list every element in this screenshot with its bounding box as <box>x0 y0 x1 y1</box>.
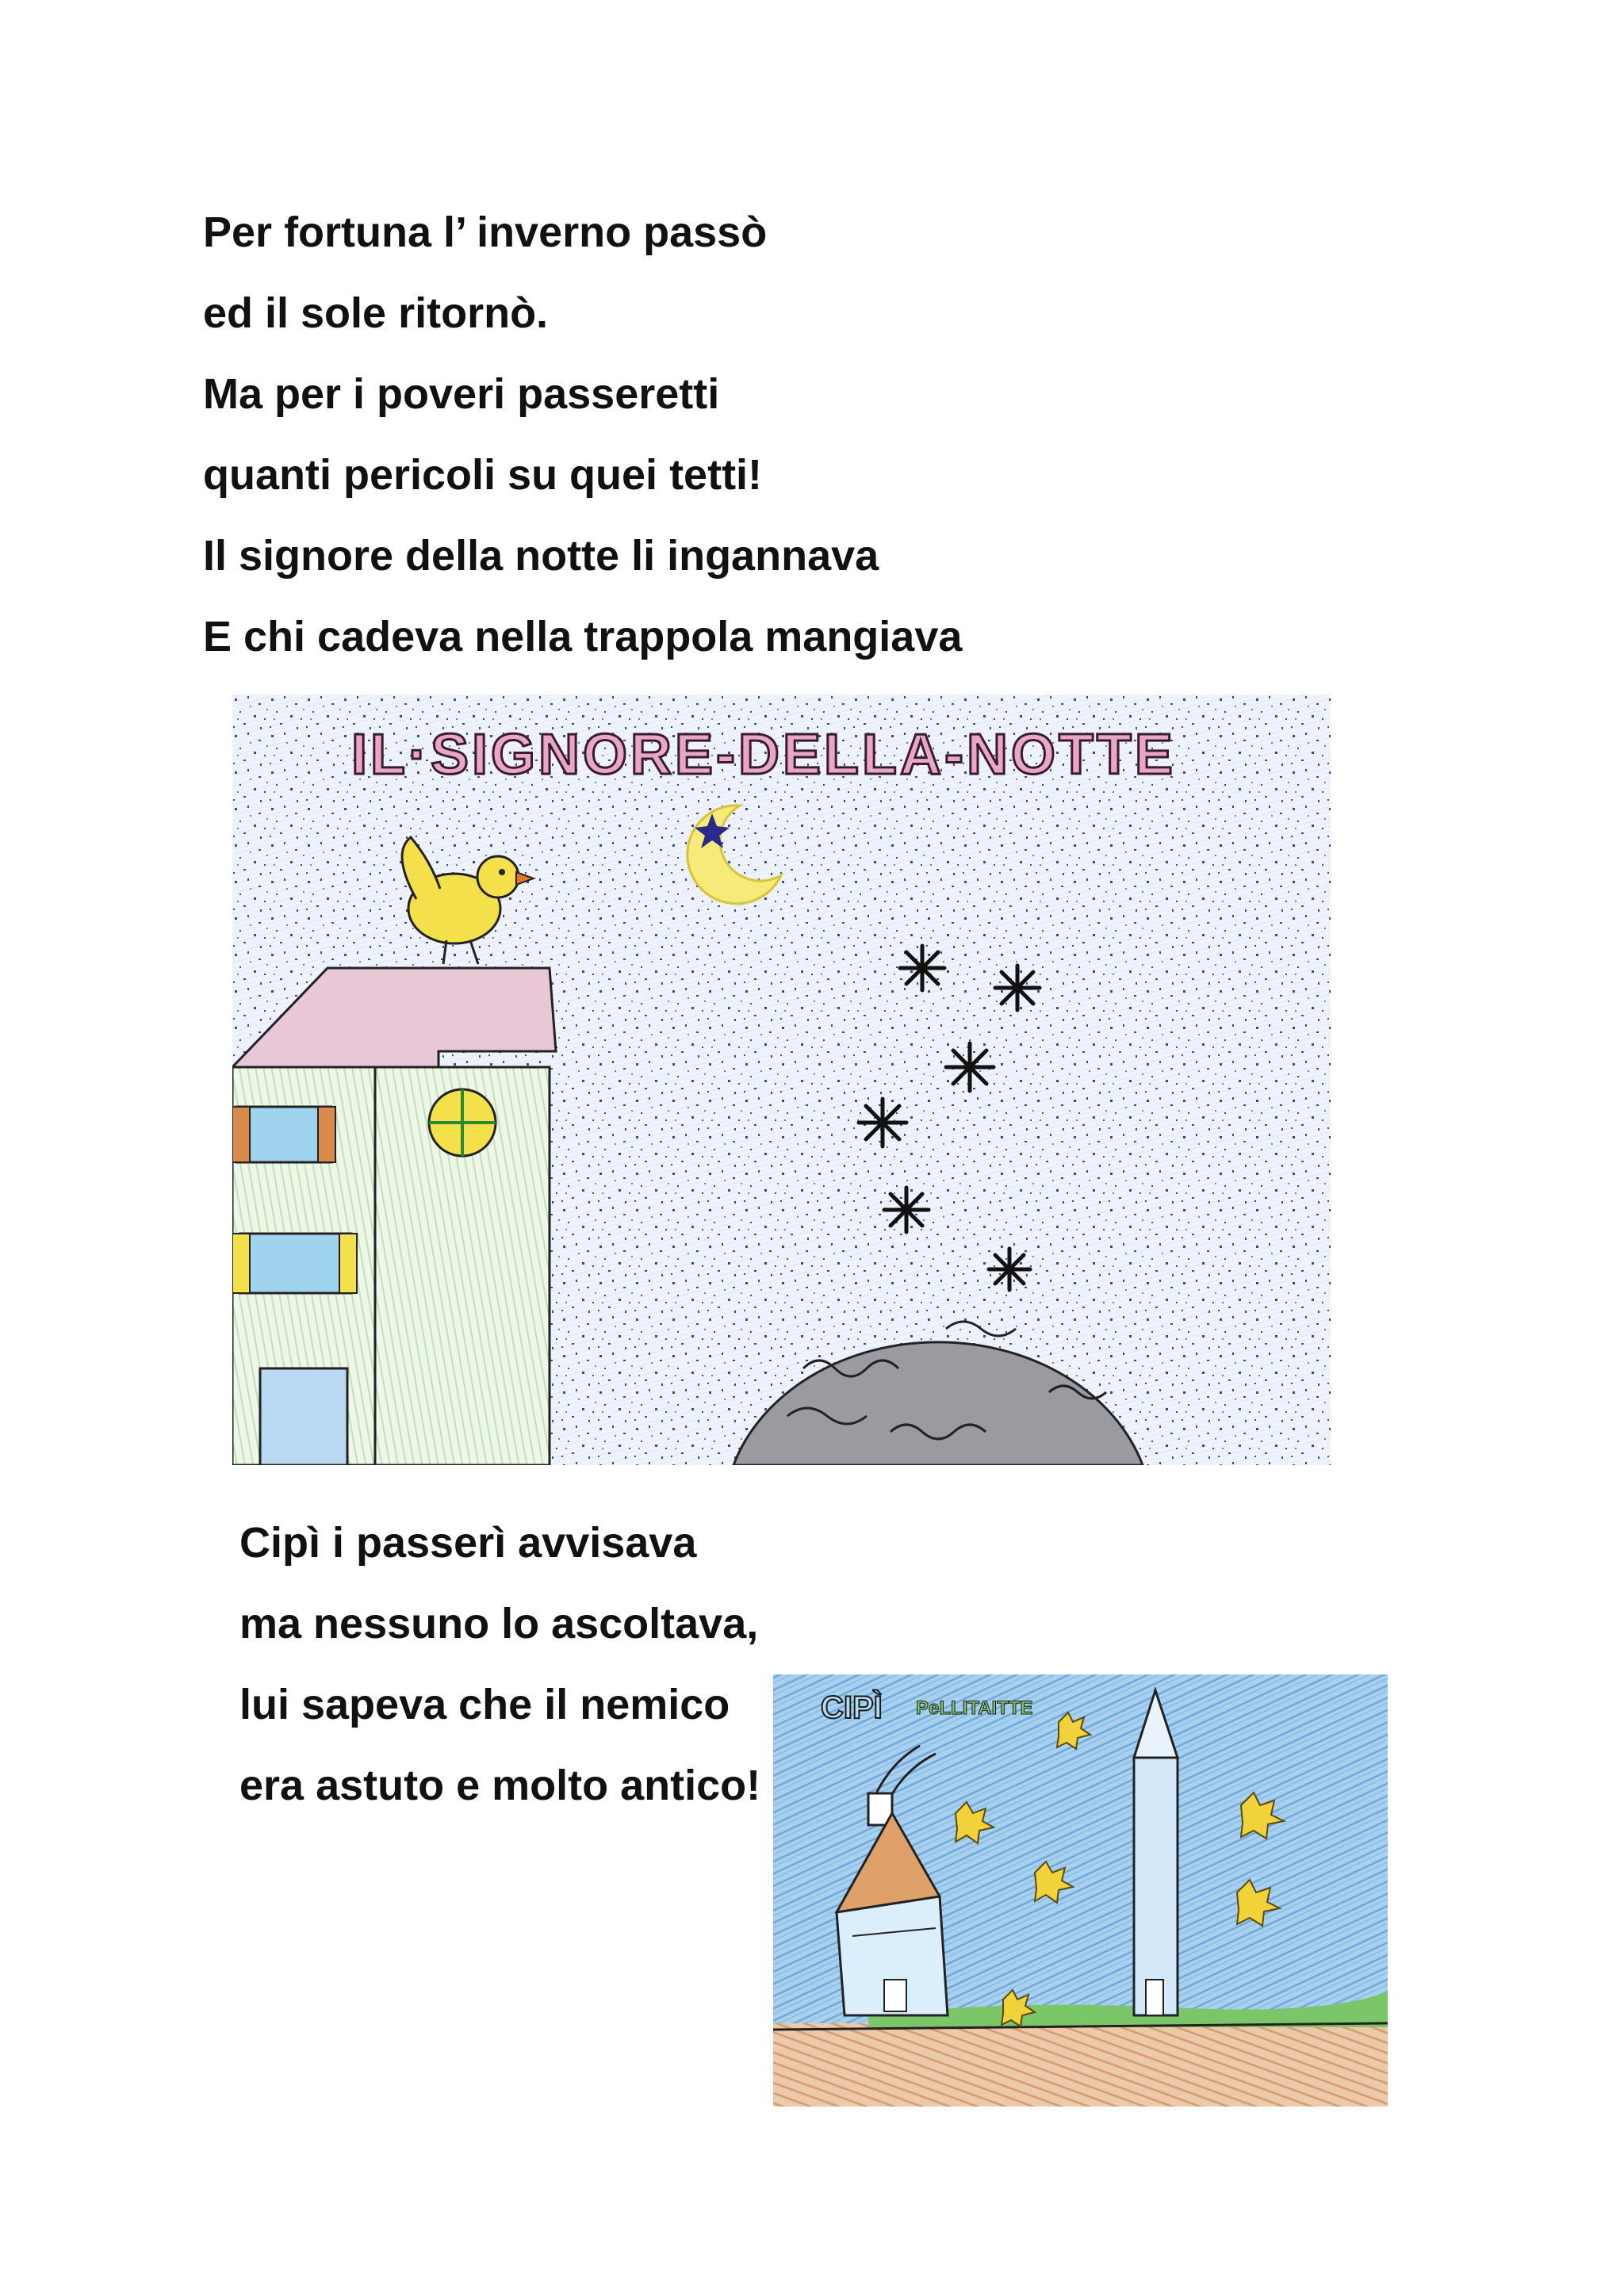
drawing-title-word: PeLLITAITTE <box>916 1697 1033 1719</box>
cipi-city-drawing <box>773 1674 1388 2107</box>
tower-icon <box>1134 1690 1178 2015</box>
poem-line: ed il sole ritornò. <box>203 289 549 337</box>
poem-line: Ma per i poveri passeretti <box>203 370 720 418</box>
night-lord-drawing <box>232 695 1331 1465</box>
poem-line: era astuto e molto antico! <box>239 1762 761 1809</box>
house-icon <box>232 968 556 1465</box>
drawing-title-cipi: CIPÌ <box>821 1690 883 1725</box>
drawing-title: IL·SIGNORE-DELLA-NOTTE <box>351 723 1176 786</box>
ground <box>773 2023 1388 2107</box>
poem-line: lui sapeva che il nemico <box>239 1681 730 1728</box>
poem-line: E chi cadeva nella trappola mangiava <box>203 613 963 660</box>
poem-line: ma nessuno lo ascoltava, <box>239 1600 759 1647</box>
poem-line: Cipì i passerì avvisava <box>239 1519 697 1567</box>
poem-stanza-2 <box>239 1502 760 1826</box>
poem-stanza-1 <box>203 192 962 677</box>
poem-line: Il signore della notte li ingannava <box>203 532 879 580</box>
poem-line: Per fortuna l’ inverno passò <box>203 209 768 256</box>
poem-line: quanti pericoli su quei tetti! <box>203 451 763 499</box>
